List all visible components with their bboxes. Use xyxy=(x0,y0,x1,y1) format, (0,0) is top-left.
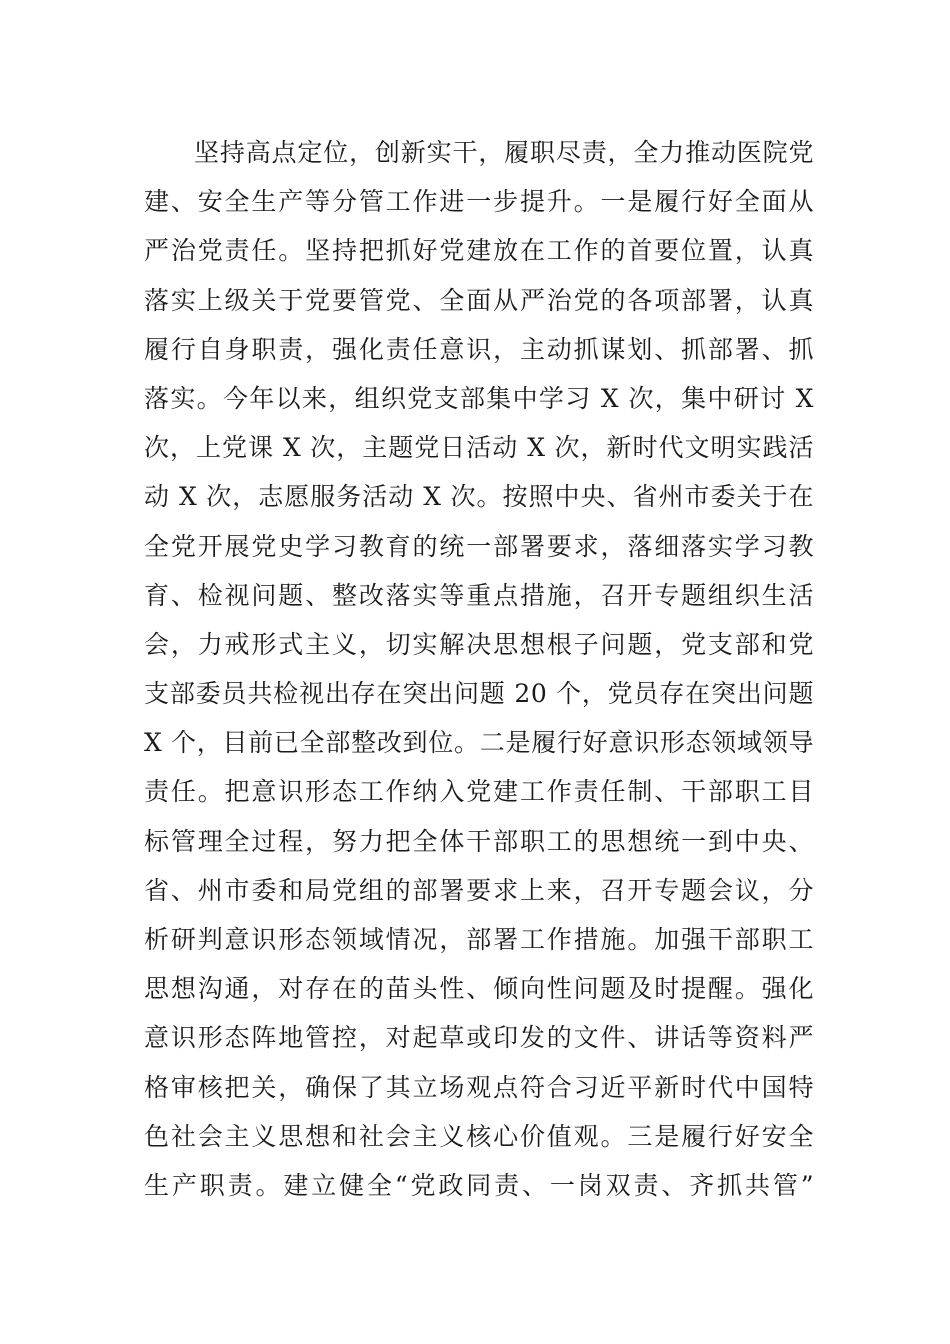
paragraph-line: 次，上党课 X 次，主题党日活动 X 次，新时代文明实践活 xyxy=(144,433,814,463)
paragraph-line: 思想沟通，对存在的苗头性、倾向性问题及时提醒。强化 xyxy=(144,974,814,1004)
paragraph-line: 育、检视问题、整改落实等重点措施，召开专题组织生活 xyxy=(144,580,814,610)
paragraph-line: 支部委员共检视出存在突出问题 20 个，党员存在突出问题 xyxy=(144,679,814,709)
paragraph-line: 建、安全生产等分管工作进一步提升。一是履行好全面从 xyxy=(144,187,814,217)
paragraph-line: 生产职责。建立健全“党政同责、一岗双责、齐抓共管” xyxy=(144,1170,814,1200)
paragraph-line: 标管理全过程，努力把全体干部职工的思想统一到中央、 xyxy=(144,826,814,856)
paragraph-line: 履行自身职责，强化责任意识，主动抓谋划、抓部署、抓 xyxy=(144,334,814,364)
paragraph-line: 格审核把关，确保了其立场观点符合习近平新时代中国特 xyxy=(144,1072,814,1102)
paragraph-line: 责任。把意识形态工作纳入党建工作责任制、干部职工目 xyxy=(144,777,814,807)
paragraph-line: 省、州市委和局党组的部署要求上来，召开专题会议，分 xyxy=(144,875,814,905)
paragraph-line: 会，力戒形式主义，切实解决思想根子问题，党支部和党 xyxy=(144,629,814,659)
paragraph-line: 意识形态阵地管控，对起草或印发的文件、讲话等资料严 xyxy=(144,1023,814,1053)
paragraph-line: 坚持高点定位，创新实干，履职尽责，全力推动医院党 xyxy=(194,138,814,167)
paragraph-line: 全党开展党史学习教育的统一部署要求，落细落实学习教 xyxy=(144,531,814,561)
paragraph-line: X 个，目前已全部整改到位。二是履行好意识形态领域领导 xyxy=(144,728,814,758)
paragraph-line: 动 X 次，志愿服务活动 X 次。按照中央、省州市委关于在 xyxy=(144,482,814,512)
paragraph-line: 落实。今年以来，组织党支部集中学习 X 次，集中研讨 X xyxy=(144,383,814,413)
paragraph-line: 析研判意识形态领域情况，部署工作措施。加强干部职工 xyxy=(144,925,814,954)
paragraph-line: 严治党责任。坚持把抓好党建放在工作的首要位置，认真 xyxy=(144,236,814,266)
paragraph-line: 色社会主义思想和社会主义核心价值观。三是履行好安全 xyxy=(144,1121,814,1151)
body-paragraph xyxy=(144,128,814,1210)
paragraph-line: 落实上级关于党要管党、全面从严治党的各项部署，认真 xyxy=(144,285,814,315)
